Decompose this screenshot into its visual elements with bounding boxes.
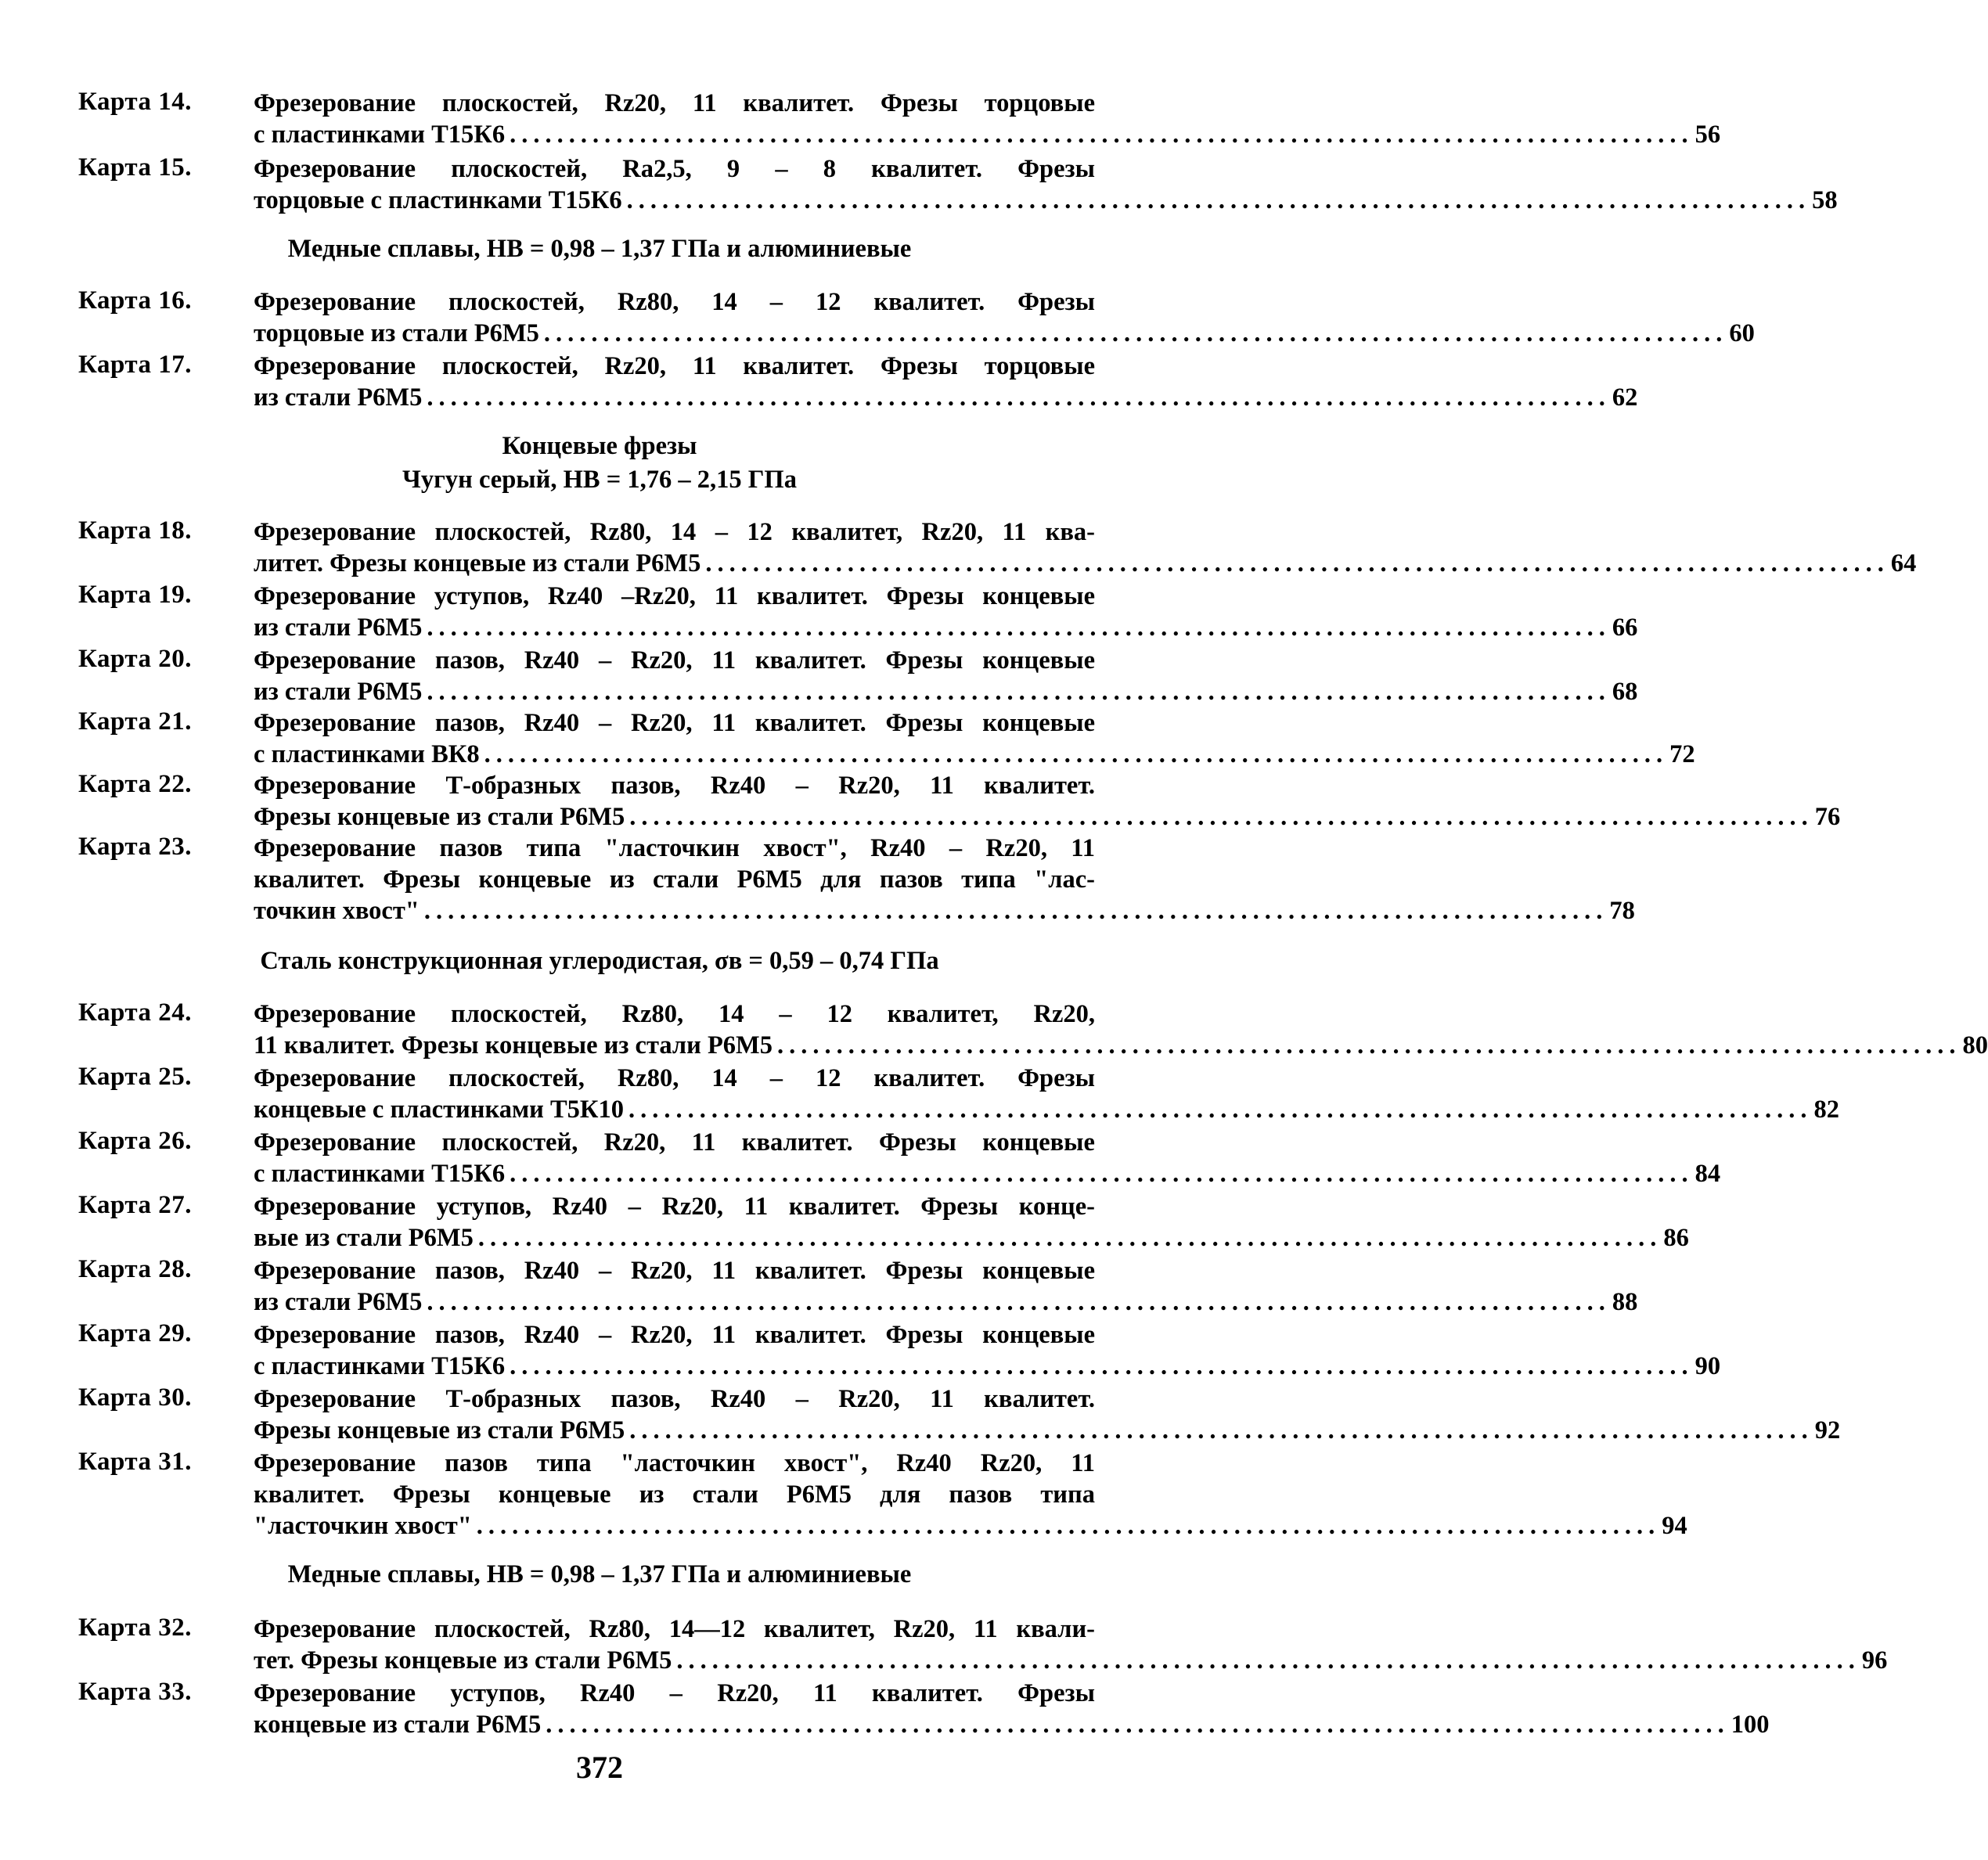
entry-line: Фрезерование пазов типа "ласточкин хвост", Rz40 – Rz20, 11: [254, 834, 1095, 862]
dot-leader: ....................................................................................................: [510, 1160, 1694, 1188]
dot-leader: ....................................................................................................: [546, 1711, 1730, 1739]
entry-description: [254, 645, 1638, 707]
entry-leader-line: [254, 895, 1635, 926]
entry-line: квалитет. Фрезы концевые из стали Р6М5 для пазов типа "лас-: [254, 865, 1095, 894]
section-heading: Сталь конструкционная углеродистая, σв = 0,59 – 0,74 ГПа: [260, 947, 939, 975]
entry-line: из стали Р6М5: [254, 678, 423, 706]
entry-line: из стали Р6М5: [254, 613, 423, 642]
entry-line: концевые с пластинками Т5К10: [254, 1095, 624, 1124]
dot-leader: ....................................................................................................: [484, 740, 1669, 768]
entry-label: Карта 16.: [78, 286, 193, 315]
entry-line: Фрезерование плоскостей, Rz20, 11 квалитет. Фрезы торцовые: [254, 352, 1095, 380]
entry-page-number: 66: [1612, 613, 1638, 642]
entry-page-number: 78: [1609, 897, 1635, 925]
section-heading: Медные сплавы, НВ = 0,98 – 1,37 ГПа и алюминиевые: [287, 1560, 912, 1588]
section-subheading: Чугун серый, НВ = 1,76 – 2,15 ГПа: [402, 466, 797, 494]
entry-line: Фрезерование уступов, Rz40 – Rz20, 11 квалитет. Фрезы конце-: [254, 1193, 1095, 1221]
entry-label: Карта 18.: [78, 516, 193, 545]
entry-leader-line: [254, 1510, 1687, 1542]
entry-line: Фрезерование плоскостей, Rz80, 14 – 12 квалитет. Фрезы: [254, 1064, 1095, 1092]
entry-page-number: 100: [1730, 1711, 1770, 1739]
entry-leader-line: [254, 1645, 1888, 1676]
entry-leader-line: [254, 318, 1755, 349]
entry-leader-line: [254, 382, 1638, 413]
entry-line: с пластинками ВК8: [254, 740, 480, 768]
entry-page-number: 80: [1962, 1031, 1988, 1060]
entry-line: литет. Фрезы концевые из стали Р6М5: [254, 549, 701, 577]
entry-line: торцовые из стали Р6М5: [254, 319, 539, 347]
entry-description: [254, 88, 1721, 150]
dot-leader: ....................................................................................................: [629, 1416, 1813, 1444]
entry-leader-line: [254, 185, 1838, 216]
entry-leader-line: [254, 739, 1695, 770]
entry-description: [254, 833, 1635, 926]
entry-line: Фрезерование плоскостей, Rz20, 11 квалитет. Фрезы торцовые: [254, 89, 1095, 117]
dot-leader: ....................................................................................................: [427, 1288, 1611, 1316]
entry-label: Карта 14.: [78, 88, 193, 116]
entry-line: точкин хвост": [254, 897, 420, 925]
entry-leader-line: [254, 1222, 1689, 1254]
entry-label: Карта 19.: [78, 581, 193, 609]
dot-leader: ....................................................................................................: [776, 1031, 1961, 1060]
entry-description: [254, 1614, 1888, 1676]
entry-description: [254, 1319, 1721, 1382]
entry-leader-line: [254, 1030, 1988, 1061]
entry-leader-line: [254, 612, 1638, 643]
entry-page-number: 88: [1612, 1288, 1638, 1316]
entry-description: [254, 1063, 1839, 1125]
entry-line: концевые из стали Р6М5: [254, 1711, 542, 1739]
entry-description: [254, 1127, 1721, 1189]
entry-line: Фрезы концевые из стали Р6М5: [254, 803, 625, 831]
entry-label: Карта 22.: [78, 770, 193, 798]
entry-label: Карта 21.: [78, 707, 193, 736]
entry-label: Карта 17.: [78, 351, 193, 379]
entry-page-number: 56: [1694, 121, 1721, 149]
entry-label: Карта 28.: [78, 1255, 193, 1283]
entry-description: [254, 1383, 1841, 1446]
section-heading: Концевые фрезы: [502, 432, 697, 460]
entry-line: Фрезерование Т-образных пазов, Rz40 – Rz20, 11 квалитет.: [254, 772, 1095, 800]
entry-description: [254, 516, 1917, 579]
entry-description: [254, 286, 1755, 349]
entry-leader-line: [254, 1158, 1721, 1189]
dot-leader: ....................................................................................................: [510, 121, 1694, 149]
entry-description: [254, 770, 1841, 833]
entry-leader-line: [254, 801, 1841, 833]
entry-description: [254, 707, 1695, 770]
entry-line: Фрезерование плоскостей, Rz80, 14 – 12 квалитет. Фрезы: [254, 288, 1095, 316]
entry-leader-line: [254, 548, 1917, 579]
entry-page-number: 72: [1669, 740, 1695, 768]
entry-leader-line: [254, 1415, 1841, 1446]
entry-label: Карта 30.: [78, 1383, 193, 1412]
entry-line: с пластинками Т15К6: [254, 1160, 506, 1188]
dot-leader: ....................................................................................................: [427, 383, 1611, 412]
dot-leader: ....................................................................................................: [626, 186, 1811, 214]
entry-line: Фрезерование пазов, Rz40 – Rz20, 11 квалитет. Фрезы концевые: [254, 1257, 1095, 1285]
entry-line: тет. Фрезы концевые из стали Р6М5: [254, 1646, 672, 1675]
entry-line: из стали Р6М5: [254, 383, 423, 412]
entry-label: Карта 24.: [78, 998, 193, 1027]
entry-leader-line: [254, 1094, 1839, 1125]
entry-label: Карта 23.: [78, 833, 193, 861]
section-heading: Медные сплавы, НВ = 0,98 – 1,37 ГПа и алюминиевые: [287, 235, 912, 263]
entry-line: Фрезы концевые из стали Р6М5: [254, 1416, 625, 1444]
entry-label: Карта 25.: [78, 1063, 193, 1091]
entry-description: [254, 1678, 1770, 1740]
entry-page-number: 64: [1890, 549, 1917, 577]
entry-description: [254, 581, 1638, 643]
entry-leader-line: [254, 1709, 1770, 1740]
entry-label: Карта 26.: [78, 1127, 193, 1155]
page-number: 372: [576, 1750, 623, 1785]
entry-description: [254, 1448, 1687, 1542]
entry-leader-line: [254, 119, 1721, 150]
entry-page-number: 92: [1814, 1416, 1841, 1444]
entry-description: [254, 998, 1988, 1061]
entry-line: Фрезерование уступов, Rz40 – Rz20, 11 квалитет. Фрезы: [254, 1679, 1095, 1707]
entry-line: вые из стали Р6М5: [254, 1224, 474, 1252]
entry-line: Фрезерование плоскостей, Rz80, 14 – 12 квалитет, Rz20, 11 ква-: [254, 518, 1095, 546]
entry-leader-line: [254, 1286, 1638, 1318]
entry-label: Карта 15.: [78, 153, 193, 182]
entry-page-number: 90: [1694, 1352, 1721, 1380]
entry-line: 11 квалитет. Фрезы концевые из стали Р6М5: [254, 1031, 773, 1060]
entry-label: Карта 32.: [78, 1614, 193, 1642]
entry-line: Фрезерование уступов, Rz40 –Rz20, 11 квалитет. Фрезы концевые: [254, 582, 1095, 610]
entry-page-number: 86: [1663, 1224, 1689, 1252]
entry-line: Фрезерование пазов, Rz40 – Rz20, 11 квалитет. Фрезы концевые: [254, 709, 1095, 737]
dot-leader: ....................................................................................................: [629, 803, 1813, 831]
entry-line: Фрезерование плоскостей, Ra2,5, 9 – 8 квалитет. Фрезы: [254, 155, 1095, 183]
dot-leader: ....................................................................................................: [423, 897, 1608, 925]
entry-page-number: 96: [1861, 1646, 1888, 1675]
entry-line: Фрезерование пазов типа "ласточкин хвост", Rz40 Rz20, 11: [254, 1449, 1095, 1477]
entry-page-number: 94: [1662, 1512, 1687, 1540]
entry-description: [254, 1191, 1689, 1254]
dot-leader: ....................................................................................................: [477, 1224, 1662, 1252]
entry-line: Фрезерование плоскостей, Rz20, 11 квалитет. Фрезы концевые: [254, 1128, 1095, 1157]
entry-description: [254, 153, 1838, 216]
entry-label: Карта 31.: [78, 1448, 193, 1476]
entry-line: Фрезерование плоскостей, Rz80, 14 – 12 квалитет, Rz20,: [254, 1000, 1095, 1028]
entry-label: Карта 27.: [78, 1191, 193, 1219]
entry-line: с пластинками Т15К6: [254, 121, 506, 149]
entry-label: Карта 33.: [78, 1678, 193, 1706]
entry-label: Карта 20.: [78, 645, 193, 673]
entry-line: из стали Р6М5: [254, 1288, 423, 1316]
entry-page-number: 60: [1729, 319, 1755, 347]
dot-leader: ....................................................................................................: [510, 1352, 1694, 1380]
entry-page-number: 58: [1812, 186, 1838, 214]
dot-leader: ....................................................................................................: [543, 319, 1728, 347]
dot-leader: ....................................................................................................: [476, 1512, 1661, 1540]
dot-leader: ....................................................................................................: [628, 1095, 1813, 1124]
entry-line: торцовые с пластинками Т15К6: [254, 186, 622, 214]
entry-leader-line: [254, 1351, 1721, 1382]
entry-description: [254, 1255, 1638, 1318]
entry-line: Фрезерование пазов, Rz40 – Rz20, 11 квалитет. Фрезы концевые: [254, 1321, 1095, 1349]
entry-line: Фрезерование пазов, Rz40 – Rz20, 11 квалитет. Фрезы концевые: [254, 646, 1095, 675]
entry-line: Фрезерование плоскостей, Rz80, 14—12 квалитет, Rz20, 11 квали-: [254, 1615, 1095, 1643]
entry-page-number: 82: [1813, 1095, 1839, 1124]
entry-leader-line: [254, 676, 1638, 707]
entry-page-number: 68: [1612, 678, 1638, 706]
entry-line: квалитет. Фрезы концевые из стали Р6М5 для пазов типа: [254, 1480, 1095, 1509]
dot-leader: ....................................................................................................: [705, 549, 1889, 577]
dot-leader: ....................................................................................................: [427, 678, 1611, 706]
entry-page-number: 76: [1814, 803, 1841, 831]
entry-page-number: 62: [1612, 383, 1638, 412]
dot-leader: ....................................................................................................: [427, 613, 1611, 642]
entry-line: Фрезерование Т-образных пазов, Rz40 – Rz20, 11 квалитет.: [254, 1385, 1095, 1413]
entry-line: с пластинками Т15К6: [254, 1352, 506, 1380]
entry-line: "ласточкин хвост": [254, 1512, 472, 1540]
entry-description: [254, 351, 1638, 413]
dot-leader: ....................................................................................................: [676, 1646, 1860, 1675]
entry-page-number: 84: [1694, 1160, 1721, 1188]
entry-label: Карта 29.: [78, 1319, 193, 1347]
